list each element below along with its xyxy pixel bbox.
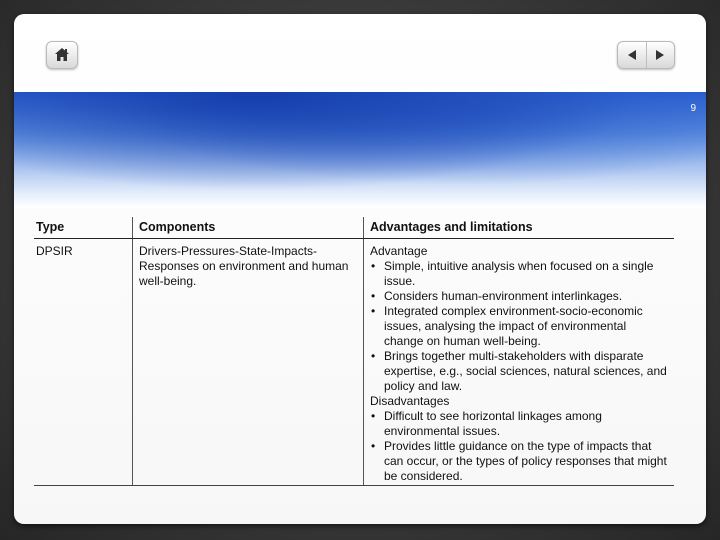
next-slide-button[interactable] [646, 42, 675, 68]
disadvantages-list [370, 409, 668, 484]
list-item: • Considers human-environment interlinkages. [370, 289, 668, 304]
cell-components: Drivers-Pressures-State-Impacts-Responses on environment and human well-being. [133, 239, 364, 485]
home-icon [54, 47, 70, 62]
table-header-row [34, 217, 674, 239]
comparison-table [34, 217, 674, 489]
home-button[interactable] [46, 41, 78, 69]
triangle-right-icon [655, 49, 665, 61]
cell-type: DPSIR [36, 244, 73, 258]
slide [14, 14, 706, 524]
list-item: • Provides little guidance on the type of impacts that can occur, or the types of policy responses that might be considered. [370, 439, 668, 484]
list-item: • Integrated complex environment-socio-economic issues, analysing the impact of environmental change on human well-being. [370, 304, 668, 349]
cell-advantages-limitations [364, 239, 675, 485]
title-banner [14, 92, 706, 208]
advantage-heading: Advantage [370, 244, 428, 258]
previous-slide-button[interactable] [618, 42, 646, 68]
table-row [34, 239, 674, 485]
advantages-list [370, 259, 668, 394]
list-item: • Simple, intuitive analysis when focused on a single issue. [370, 259, 668, 289]
triangle-left-icon [627, 49, 637, 61]
header-type: Type [34, 217, 133, 239]
list-item: • Difficult to see horizontal linkages among environmental issues. [370, 409, 668, 439]
header-advantages-limitations: Advantages and limitations [364, 217, 675, 239]
table-bottom-rule [34, 485, 674, 486]
page-number: 9 [690, 103, 696, 114]
list-item: • Brings together multi-stakeholders with disparate expertise, e.g., social sciences, natural sciences, and policy and law. [370, 349, 668, 394]
header-components: Components [133, 217, 364, 239]
slide-nav-arrows [617, 41, 675, 69]
disadvantage-heading: Disadvantages [370, 394, 450, 408]
